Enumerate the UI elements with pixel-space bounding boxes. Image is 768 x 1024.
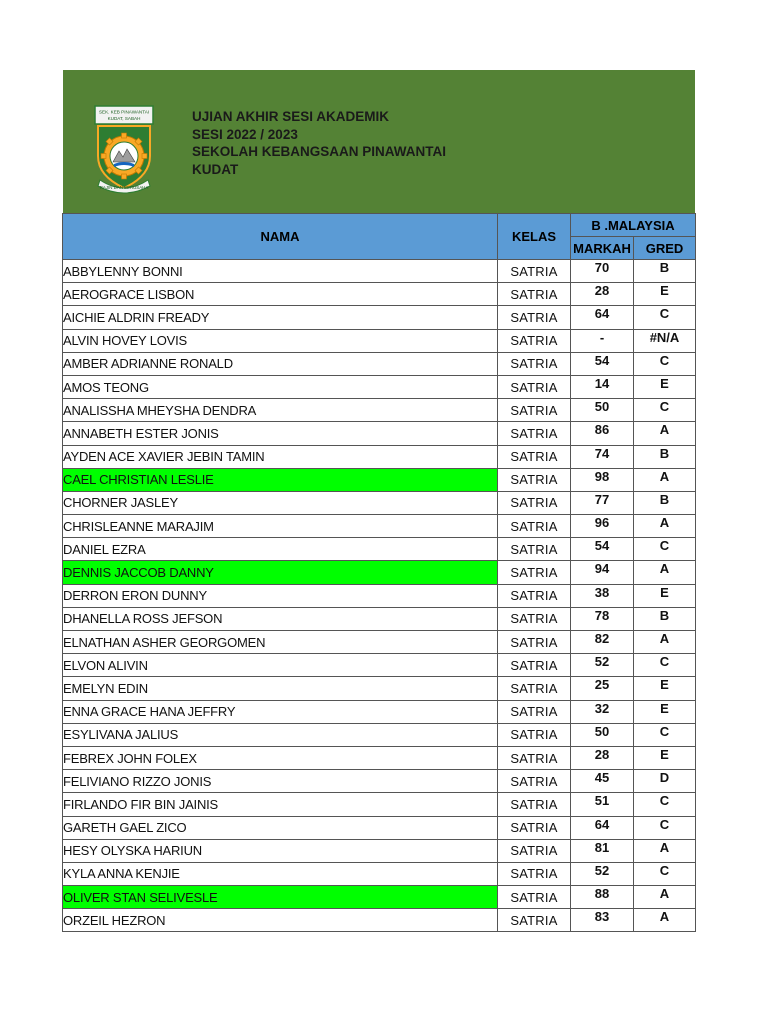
- class-cell: SATRIA: [498, 793, 571, 816]
- table-row: [63, 283, 696, 306]
- gred-cell: E: [634, 283, 696, 306]
- student-name-cell: ORZEIL HEZRON: [63, 909, 498, 932]
- gred-cell: C: [634, 862, 696, 885]
- markah-cell: 78: [571, 607, 634, 630]
- student-name-cell: OLIVER STAN SELIVESLE: [63, 886, 498, 909]
- table-row: [63, 375, 696, 398]
- student-name-cell: ELVON ALIVIN: [63, 654, 498, 677]
- gred-cell: E: [634, 584, 696, 607]
- gred-cell: A: [634, 561, 696, 584]
- table-row: [63, 561, 696, 584]
- student-name-cell: DENNIS JACCOB DANNY: [63, 561, 498, 584]
- col-header-nama: NAMA: [63, 214, 498, 260]
- class-cell: SATRIA: [498, 515, 571, 538]
- student-name-cell: ALVIN HOVEY LOVIS: [63, 329, 498, 352]
- markah-cell: 52: [571, 862, 634, 885]
- markah-cell: 54: [571, 538, 634, 561]
- col-header-gred: GRED: [634, 237, 696, 260]
- table-row: [63, 909, 696, 932]
- student-name-cell: FEBREX JOHN FOLEX: [63, 746, 498, 769]
- gred-cell: E: [634, 700, 696, 723]
- title-block: [192, 108, 446, 178]
- markah-cell: 28: [571, 746, 634, 769]
- table-row: [63, 515, 696, 538]
- table-row: [63, 329, 696, 352]
- student-name-cell: CAEL CHRISTIAN LESLIE: [63, 468, 498, 491]
- class-cell: SATRIA: [498, 584, 571, 607]
- markah-cell: 98: [571, 468, 634, 491]
- gred-cell: C: [634, 306, 696, 329]
- table-row: [63, 445, 696, 468]
- col-header-markah: MARKAH: [571, 237, 634, 260]
- student-name-cell: ANALISSHA MHEYSHA DENDRA: [63, 399, 498, 422]
- table-row: [63, 793, 696, 816]
- student-name-cell: AMOS TEONG: [63, 375, 498, 398]
- gred-cell: A: [634, 422, 696, 445]
- class-cell: SATRIA: [498, 909, 571, 932]
- col-header-subject: B .MALAYSIA: [571, 214, 696, 237]
- student-name-cell: AEROGRACE LISBON: [63, 283, 498, 306]
- class-cell: SATRIA: [498, 561, 571, 584]
- table-row: [63, 862, 696, 885]
- markah-cell: 25: [571, 677, 634, 700]
- student-name-cell: DHANELLA ROSS JEFSON: [63, 607, 498, 630]
- class-cell: SATRIA: [498, 538, 571, 561]
- student-name-cell: DANIEL EZRA: [63, 538, 498, 561]
- gred-cell: C: [634, 538, 696, 561]
- class-cell: SATRIA: [498, 352, 571, 375]
- student-name-cell: HESY OLYSKA HARIUN: [63, 839, 498, 862]
- markah-cell: 83: [571, 909, 634, 932]
- class-cell: SATRIA: [498, 283, 571, 306]
- class-cell: SATRIA: [498, 700, 571, 723]
- markah-cell: 86: [571, 422, 634, 445]
- class-cell: SATRIA: [498, 746, 571, 769]
- gred-cell: A: [634, 886, 696, 909]
- student-name-cell: GARETH GAEL ZICO: [63, 816, 498, 839]
- student-name-cell: FELIVIANO RIZZO JONIS: [63, 770, 498, 793]
- student-name-cell: CHRISLEANNE MARAJIM: [63, 515, 498, 538]
- class-cell: SATRIA: [498, 654, 571, 677]
- gred-cell: E: [634, 677, 696, 700]
- logo-banner-text-1: SEK. KEB PINAWANTAI: [98, 109, 150, 115]
- markah-cell: 38: [571, 584, 634, 607]
- table-row: [63, 468, 696, 491]
- class-cell: SATRIA: [498, 631, 571, 654]
- markah-cell: 81: [571, 839, 634, 862]
- session-title: SESI 2022 / 2023: [192, 126, 298, 142]
- gred-cell: A: [634, 515, 696, 538]
- table-row: [63, 816, 696, 839]
- gred-cell: B: [634, 260, 696, 283]
- class-cell: SATRIA: [498, 260, 571, 283]
- gred-cell: D: [634, 770, 696, 793]
- student-name-cell: AYDEN ACE XAVIER JEBIN TAMIN: [63, 445, 498, 468]
- class-cell: SATRIA: [498, 445, 571, 468]
- class-cell: SATRIA: [498, 677, 571, 700]
- student-name-cell: DERRON ERON DUNNY: [63, 584, 498, 607]
- table-row: [63, 352, 696, 375]
- student-name-cell: ESYLIVANA JALIUS: [63, 723, 498, 746]
- gred-cell: C: [634, 793, 696, 816]
- table-row: [63, 538, 696, 561]
- markah-cell: 88: [571, 886, 634, 909]
- gred-cell: B: [634, 607, 696, 630]
- class-cell: SATRIA: [498, 862, 571, 885]
- markah-cell: 50: [571, 723, 634, 746]
- markah-cell: 70: [571, 260, 634, 283]
- class-cell: SATRIA: [498, 491, 571, 514]
- gred-cell: B: [634, 491, 696, 514]
- markah-cell: 74: [571, 445, 634, 468]
- markah-cell: 51: [571, 793, 634, 816]
- student-name-cell: CHORNER JASLEY: [63, 491, 498, 514]
- student-name-cell: ABBYLENNY BONNI: [63, 260, 498, 283]
- table-row: [63, 746, 696, 769]
- markah-cell: 52: [571, 654, 634, 677]
- markah-cell: 64: [571, 306, 634, 329]
- gred-cell: E: [634, 375, 696, 398]
- student-name-cell: ENNA GRACE HANA JEFFRY: [63, 700, 498, 723]
- table-row: [63, 886, 696, 909]
- class-cell: SATRIA: [498, 375, 571, 398]
- table-row: [63, 422, 696, 445]
- markah-cell: 96: [571, 515, 634, 538]
- student-name-cell: FIRLANDO FIR BIN JAINIS: [63, 793, 498, 816]
- gred-cell: B: [634, 445, 696, 468]
- table-row: [63, 306, 696, 329]
- table-row: [63, 654, 696, 677]
- student-name-cell: ELNATHAN ASHER GEORGOMEN: [63, 631, 498, 654]
- class-cell: SATRIA: [498, 422, 571, 445]
- school-crest-icon: [92, 104, 156, 196]
- markah-cell: 32: [571, 700, 634, 723]
- school-location: KUDAT: [192, 161, 239, 177]
- gred-cell: C: [634, 399, 696, 422]
- class-cell: SATRIA: [498, 329, 571, 352]
- student-name-cell: AMBER ADRIANNE RONALD: [63, 352, 498, 375]
- school-name: SEKOLAH KEBANGSAAN PINAWANTAI: [192, 144, 447, 159]
- table-body: [63, 260, 696, 932]
- class-cell: SATRIA: [498, 816, 571, 839]
- markah-cell: 82: [571, 631, 634, 654]
- markah-cell: -: [571, 329, 634, 352]
- gred-cell: C: [634, 723, 696, 746]
- student-name-cell: EMELYN EDIN: [63, 677, 498, 700]
- table-row: [63, 677, 696, 700]
- table-row: [63, 839, 696, 862]
- table-row: [63, 260, 696, 283]
- table-row: [63, 491, 696, 514]
- markah-cell: 45: [571, 770, 634, 793]
- gred-cell: A: [634, 631, 696, 654]
- gred-cell: C: [634, 352, 696, 375]
- markah-cell: 50: [571, 399, 634, 422]
- class-cell: SATRIA: [498, 770, 571, 793]
- class-cell: SATRIA: [498, 723, 571, 746]
- gred-cell: A: [634, 839, 696, 862]
- table-row: [63, 584, 696, 607]
- class-cell: SATRIA: [498, 306, 571, 329]
- results-table: [62, 213, 696, 932]
- markah-cell: 64: [571, 816, 634, 839]
- gred-cell: A: [634, 909, 696, 932]
- gred-cell: A: [634, 468, 696, 491]
- table-row: [63, 723, 696, 746]
- class-cell: SATRIA: [498, 886, 571, 909]
- logo-banner-text-2: KUDAT, SABAH: [107, 116, 141, 121]
- gred-cell: #N/A: [634, 329, 696, 352]
- class-cell: SATRIA: [498, 607, 571, 630]
- markah-cell: 28: [571, 283, 634, 306]
- gred-cell: C: [634, 654, 696, 677]
- exam-title: UJIAN AKHIR SESI AKADEMIK: [192, 109, 390, 124]
- class-cell: SATRIA: [498, 468, 571, 491]
- table-row: [63, 607, 696, 630]
- table-row: [63, 631, 696, 654]
- markah-cell: 77: [571, 491, 634, 514]
- student-name-cell: AICHIE ALDRIN FREADY: [63, 306, 498, 329]
- table-row: [63, 770, 696, 793]
- table-row: [63, 399, 696, 422]
- markah-cell: 94: [571, 561, 634, 584]
- class-cell: SATRIA: [498, 839, 571, 862]
- logo-motto: RAJIN DAN BERUSAHA: [99, 185, 149, 190]
- markah-cell: 14: [571, 375, 634, 398]
- markah-cell: 54: [571, 352, 634, 375]
- col-header-kelas: KELAS: [498, 214, 571, 260]
- student-name-cell: ANNABETH ESTER JONIS: [63, 422, 498, 445]
- table-row: [63, 700, 696, 723]
- gred-cell: C: [634, 816, 696, 839]
- student-name-cell: KYLA ANNA KENJIE: [63, 862, 498, 885]
- gred-cell: E: [634, 746, 696, 769]
- class-cell: SATRIA: [498, 399, 571, 422]
